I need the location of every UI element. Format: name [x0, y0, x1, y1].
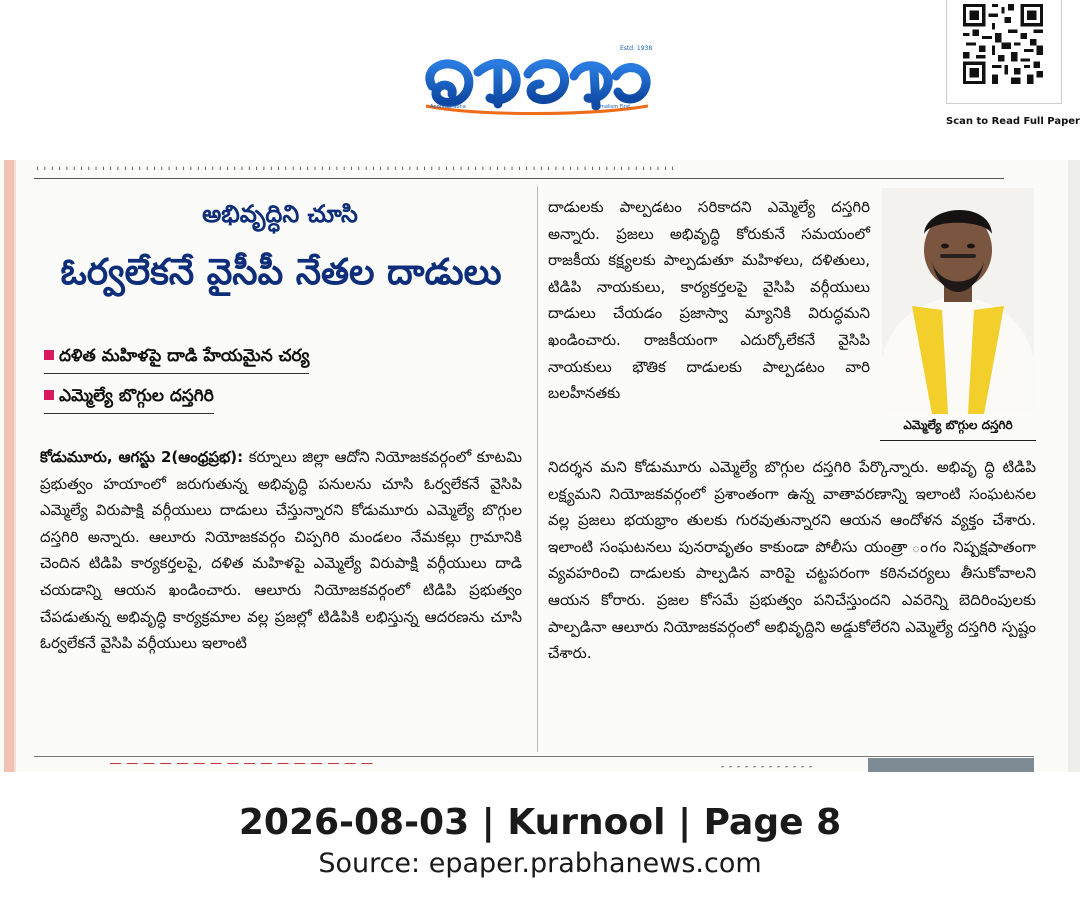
- bottom-cut-text: ˉˉˉˉˉˉˉˉˉˉˉˉ: [720, 766, 816, 772]
- article-body-right-top: దాడులకు పాల్పడటం సరికాదని ఎమ్మెల్యే దస్తగిరి అన్నారు. ప్రజలు అభివృద్ధి కోరుకునే సమయంలో రాజకీయ కక్ష్యలకు పాల్పడుతూ మహిళలు, దళితులు, టిడిపి నాయకులు, కార్యకర్తలపై వైసిపి వర్గీయులు దాడులు చేయడం ప్రజాస్వా మ్యానికి విరుద్ధమని ఖండించారు. రాజకీయంగా ఎదుర్కోలేకనే వైసిపి నాయకులు భౌతిక దాడులకు పాల్పడటం వారి బలహీనతకు: [548, 198, 870, 403]
- left-edge-strip: [4, 160, 14, 772]
- column-divider: [537, 186, 538, 752]
- article-body-left: [40, 444, 522, 657]
- left-edge-strip-inner: [14, 160, 16, 772]
- article-kicker: అభివృద్ధిని చూసి: [202, 200, 358, 228]
- subhead-2-text: ఎమ్మెల్యే బొగ్గుల దస్తగిరి: [59, 386, 214, 406]
- qr-code-icon: [963, 4, 1043, 84]
- edition-line: 2026-08-03 | Kurnool | Page 8: [238, 802, 842, 843]
- article-headline: ఓర్వలేకనే వైసీపీ నేతల దాడులు: [60, 252, 502, 293]
- subhead-1: [44, 346, 309, 374]
- body-left-text: కర్నూలు జిల్లా ఆదోని నియోజకవర్గంలో కూటమి ప్రభుత్వం హయాంలో జరుగుతున్న అభివృద్ధి పనులను చూసి ఓర్వలేకనే వైసిపి ఎమ్మెల్యే విరుపాక్షి వర్గీయులు దాడులు చేస్తున్నారని కోడుమూరు ఎమ్మెల్యే బొగ్గుల దస్తగిరి అన్నారు. ఆలూరు నియోజకవర్గం చిప్పగిరి మండలం నేమకల్లు గ్రామానికి చెందిన టిడిపి కార్యకర్తలపై, దళిత మహిళపై ఎమ్మెల్యే విరుపాక్షి వర్గీయులు దాడి చయడాన్ని ఆయన ఖండించారు. ఆలూరు నియోజకవర్గంలో టిడిపి ప్రభుత్వం చేపడుతున్న అభివృద్ధి కార్యక్రమాల వల్ల ప్రజల్లో టిడిపికి లభిస్తున్న ఆదరణను చూసి ఓర్వలేకనే వైసిపి వర్గీయులు ఇలాంటి: [40, 448, 522, 653]
- top-cut-text: ˌˌˌˌˌˌˌˌˌˌˌˌˌˌˌˌˌˌˌˌˌˌˌˌˌˌˌˌˌˌˌˌˌˌˌˌˌˌˌˌˌˌˌˌˌˌˌˌˌˌˌˌˌˌˌˌˌˌˌˌˌˌˌˌˌˌˌˌˌˌˌˌˌˌˌˌˌˌˌˌˌˌˌˌˌˌˌˌ: [36, 160, 679, 171]
- bullet-square-icon: [44, 390, 54, 400]
- bullet-square-icon: [44, 350, 54, 360]
- footer: [0, 772, 1080, 912]
- logo-sub-right: Journalism First: [592, 104, 631, 110]
- subhead-1-text: దళిత మహిళపై దాడి హేయమైన చర్య: [59, 346, 310, 366]
- newspaper-clipping: [0, 160, 1080, 772]
- dateline: కోడుమూరు, ఆగస్టు 2(ఆంధ్రప్రభ):: [40, 448, 244, 466]
- bottom-cut-headline: ▔▔▔▔▔▔▔▔▔▔▔▔▔▔▔▔: [110, 763, 379, 772]
- qr-code[interactable]: [946, 0, 1062, 104]
- logo-est: Estd. 1938: [620, 45, 653, 52]
- photo-caption: ఎమ్మెల్యే బొగ్గుల దస్తగిరి: [880, 414, 1036, 441]
- subhead-2: [44, 386, 214, 414]
- bottom-rule: [34, 756, 1034, 757]
- masthead: [0, 0, 1080, 160]
- top-rule: [34, 178, 1004, 179]
- bottom-cut-photo: [868, 758, 1034, 772]
- logo-sub-left: Andhraprabha: [430, 104, 466, 110]
- right-edge-strip: [1068, 160, 1080, 772]
- qr-caption: Scan to Read Full Paper: [946, 116, 1080, 127]
- mla-photo: [882, 188, 1034, 414]
- portrait-photo-icon: [882, 188, 1034, 414]
- article-body-right-bottom: నిదర్శన మని కోడుమూరు ఎమ్మెల్యే బొగ్గుల దస్తగిరి పేర్కొన్నారు. అభివృ ద్ధి టిడిపి లక్ష్యమని నియోజకవర్గంలో ప్రశాంతంగా ఉన్న వాతావరణాన్ని ఇలాంటి సంఘటనల వల్ల ప్రజలు భయభ్రాం తులకు గురవుతున్నారని ఆయన ఆందోళన వ్యక్తం చేశారు. ఇలాంటి సంఘటనలు పునరావృతం కాకుండా పోలీసు యంత్రా ంగం నిష్పక్షపాతంగా వ్యవహరించి దాడులకు పాల్పడిన వారిపై చట్టపరంగా కఠినచర్యలు తీసుకోవాలని ఆయన కోరారు. ప్రజల కోసమే ప్రభుత్వం పనిచేస్తుందని ఎవరెన్ని బెదిరింపులకు పాల్పడినా ఆలూరు నియోజకవర్గంలో అభివృద్దిని అడ్డుకోలేరని ఎమ్మెల్యే దస్తగిరి స్పష్టం చేశారు.: [548, 458, 1036, 663]
- source-line: Source: epaper.prabhanews.com: [318, 848, 762, 879]
